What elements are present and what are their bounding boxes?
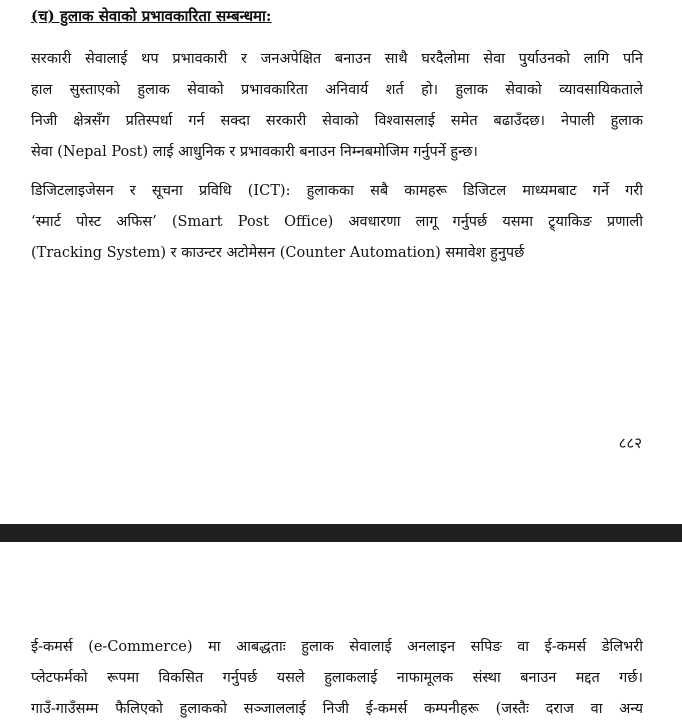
section-heading: (च) हुलाक सेवाको प्रभावकारिता सम्बन्धमा:	[31, 7, 272, 25]
paragraph-line: ई-कमर्स (e-Commerce) मा आबद्धताः हुलाक सेवालाई अनलाइन सपिङ वा ई-कमर्स डेलिभरी	[31, 639, 643, 655]
page-number: ८८२	[618, 434, 642, 452]
paragraph-line: सरकारी सेवालाई थप प्रभावकारी र जनअपेक्षित बनाउन साथै घरदैलोमा सेवा पुर्याउनको लागि पनि	[31, 51, 643, 67]
document-page-bottom	[0, 542, 682, 724]
paragraph-line: हाल सुस्ताएको हुलाक सेवाको प्रभावकारिता अनिवार्य शर्त हो। हुलाक सेवाको व्यावसायिकताले	[31, 82, 643, 98]
paragraph-line: (Tracking System) र काउन्टर अटोमेसन (Counter Automation) समावेश हुनुपर्छ	[31, 245, 525, 261]
paragraph-line: निजी क्षेत्रसँग प्रतिस्पर्धा गर्न सक्दा सरकारी सेवाको विश्वासलाई समेत बढाउँदछ। नेपाली हुलाक	[31, 113, 643, 129]
paragraph-line: प्लेटफर्मको रूपमा विकसित गर्नुपर्छ यसले हुलाकलाई नाफामूलक संस्था बनाउन मद्दत गर्छ।	[31, 670, 643, 686]
paragraph-ecommerce	[31, 632, 643, 725]
paragraph-digitalization	[31, 176, 643, 269]
paragraph-line: गाउँ-गाउँसम्म फैलिएको हुलाकको सञ्जाललाई निजी ई-कमर्स कम्पनीहरू (जस्तैः दराज वा अन्य	[31, 701, 643, 717]
paragraph-line: सेवा (Nepal Post) लाई आधुनिक र प्रभावकारी बनाउन निम्नबमोजिम गर्नुपर्ने हुन्छ।	[31, 144, 478, 160]
paragraph-postal-effectiveness	[31, 44, 643, 168]
paragraph-line: ‘स्मार्ट पोस्ट अफिस’ (Smart Post Office) अवधारणा लागू गर्नुपर्छ यसमा ट्र्याकिङ प्रणाली	[31, 214, 643, 230]
paragraph-line: डिजिटलाइजेसन र सूचना प्रविधि (ICT): हुलाकका सबै कामहरू डिजिटल माध्यमबाट गर्ने गरी	[31, 183, 643, 199]
page-separator	[0, 524, 682, 542]
